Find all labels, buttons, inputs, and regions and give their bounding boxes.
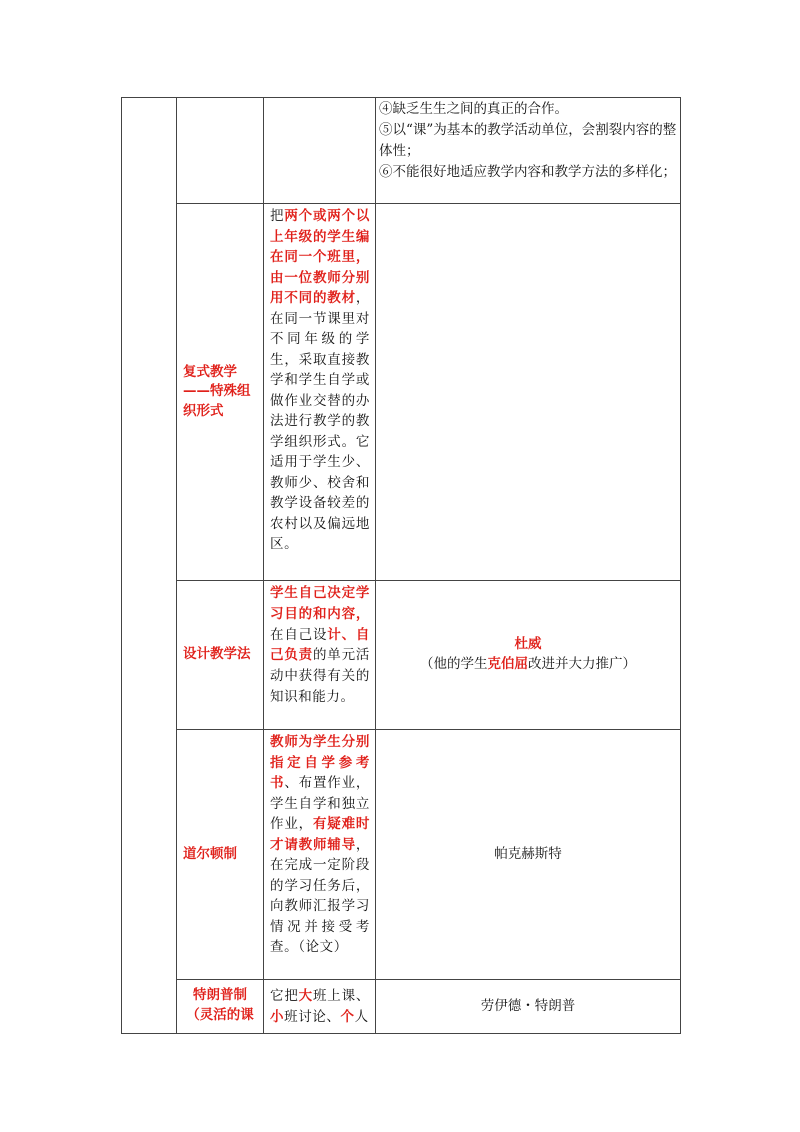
- note-subtext-segment: （他的学生: [420, 656, 488, 672]
- definition-segment-highlight: 有疑难时才请教师辅导: [270, 816, 370, 853]
- row-3-notes: [376, 730, 680, 979]
- row-4-name: [177, 980, 263, 1033]
- definition-segment: 人: [354, 1009, 369, 1025]
- note-item-5: ⑤以“课”为基本的教学活动单位，会割裂内容的整体性；: [379, 122, 677, 159]
- definition-segment: 班讨论、: [284, 1009, 341, 1025]
- definition-segment: ，在同一节课里对不同年级的学生，采取直接教学和学生自学或做作业交替的办法进行教学的教学组织形式。它适用于学生少、教师少、校舍和教学设备较差的农村以及偏远地区。: [270, 290, 370, 552]
- definition-segment: 的单元活动中获得有关的知识和能力。: [270, 647, 370, 705]
- definition-segment: 、布置作业，学生自学和独立作业，: [270, 775, 370, 832]
- row-3-definition: [264, 730, 375, 979]
- note-subtext-segment: 改进并大力推广）: [528, 656, 636, 672]
- row-2-name: [177, 581, 263, 729]
- row-1-name-text: 复式教学——特殊组织形式: [183, 363, 251, 419]
- definition-segment-highlight: 小: [270, 1009, 285, 1025]
- definition-segment: 班上课、: [312, 988, 371, 1004]
- table-border-left: [121, 97, 122, 1034]
- note-person: 帕克赫斯特: [494, 845, 562, 862]
- row-1-definition: [264, 204, 375, 580]
- definition-segment-highlight: 计、自己负责: [270, 626, 370, 664]
- table-border-bottom: [121, 1033, 681, 1034]
- definition-segment-highlight: 大: [298, 988, 313, 1004]
- row-3-name: [177, 730, 263, 979]
- definition-segment-highlight: 教师为学生分别指定自学参考书: [270, 734, 370, 791]
- definition-segment: 在自己设: [270, 626, 328, 643]
- note-person: 劳伊德・特朗普: [480, 997, 576, 1014]
- definition-segment-highlight: 学生自己决定学习目的和内容，: [270, 585, 370, 622]
- row-4-notes: [376, 980, 680, 1033]
- note-subtext-highlight: 克伯屈: [487, 656, 528, 672]
- row-2-definition: [264, 581, 375, 729]
- note-item-4: ④缺乏生生之间的真正的合作。: [379, 101, 568, 117]
- row-0-notes: [379, 99, 677, 203]
- definition-segment: 它把: [270, 988, 299, 1004]
- table-border-right: [680, 97, 681, 1034]
- table-border-top: [121, 97, 681, 98]
- note-person: 杜威: [514, 636, 542, 653]
- note-item-6: ⑥不能很好地适应教学内容和教学方法的多样化；: [379, 164, 676, 180]
- definition-segment-highlight: 个: [340, 1009, 355, 1025]
- definition-segment: 把: [270, 208, 285, 224]
- note-subtext: [420, 655, 636, 675]
- row-4-definition: [264, 980, 375, 1033]
- definition-segment-highlight: 两个或两个以上年级的学生编在同一个班里，由一位教师分别用不同的教材: [270, 208, 370, 306]
- row-2-name-text: 设计教学法: [183, 646, 251, 663]
- row-2-notes: [376, 581, 680, 729]
- row-1-name: [177, 204, 263, 580]
- definition-segment: ，在完成一定阶段的学习任务后，向教师汇报学习情况并接受考查。（论文）: [270, 836, 370, 955]
- row-3-name-text: 道尔顿制: [183, 845, 237, 862]
- row-4-name-text: 特朗普制（灵活的课: [186, 987, 254, 1023]
